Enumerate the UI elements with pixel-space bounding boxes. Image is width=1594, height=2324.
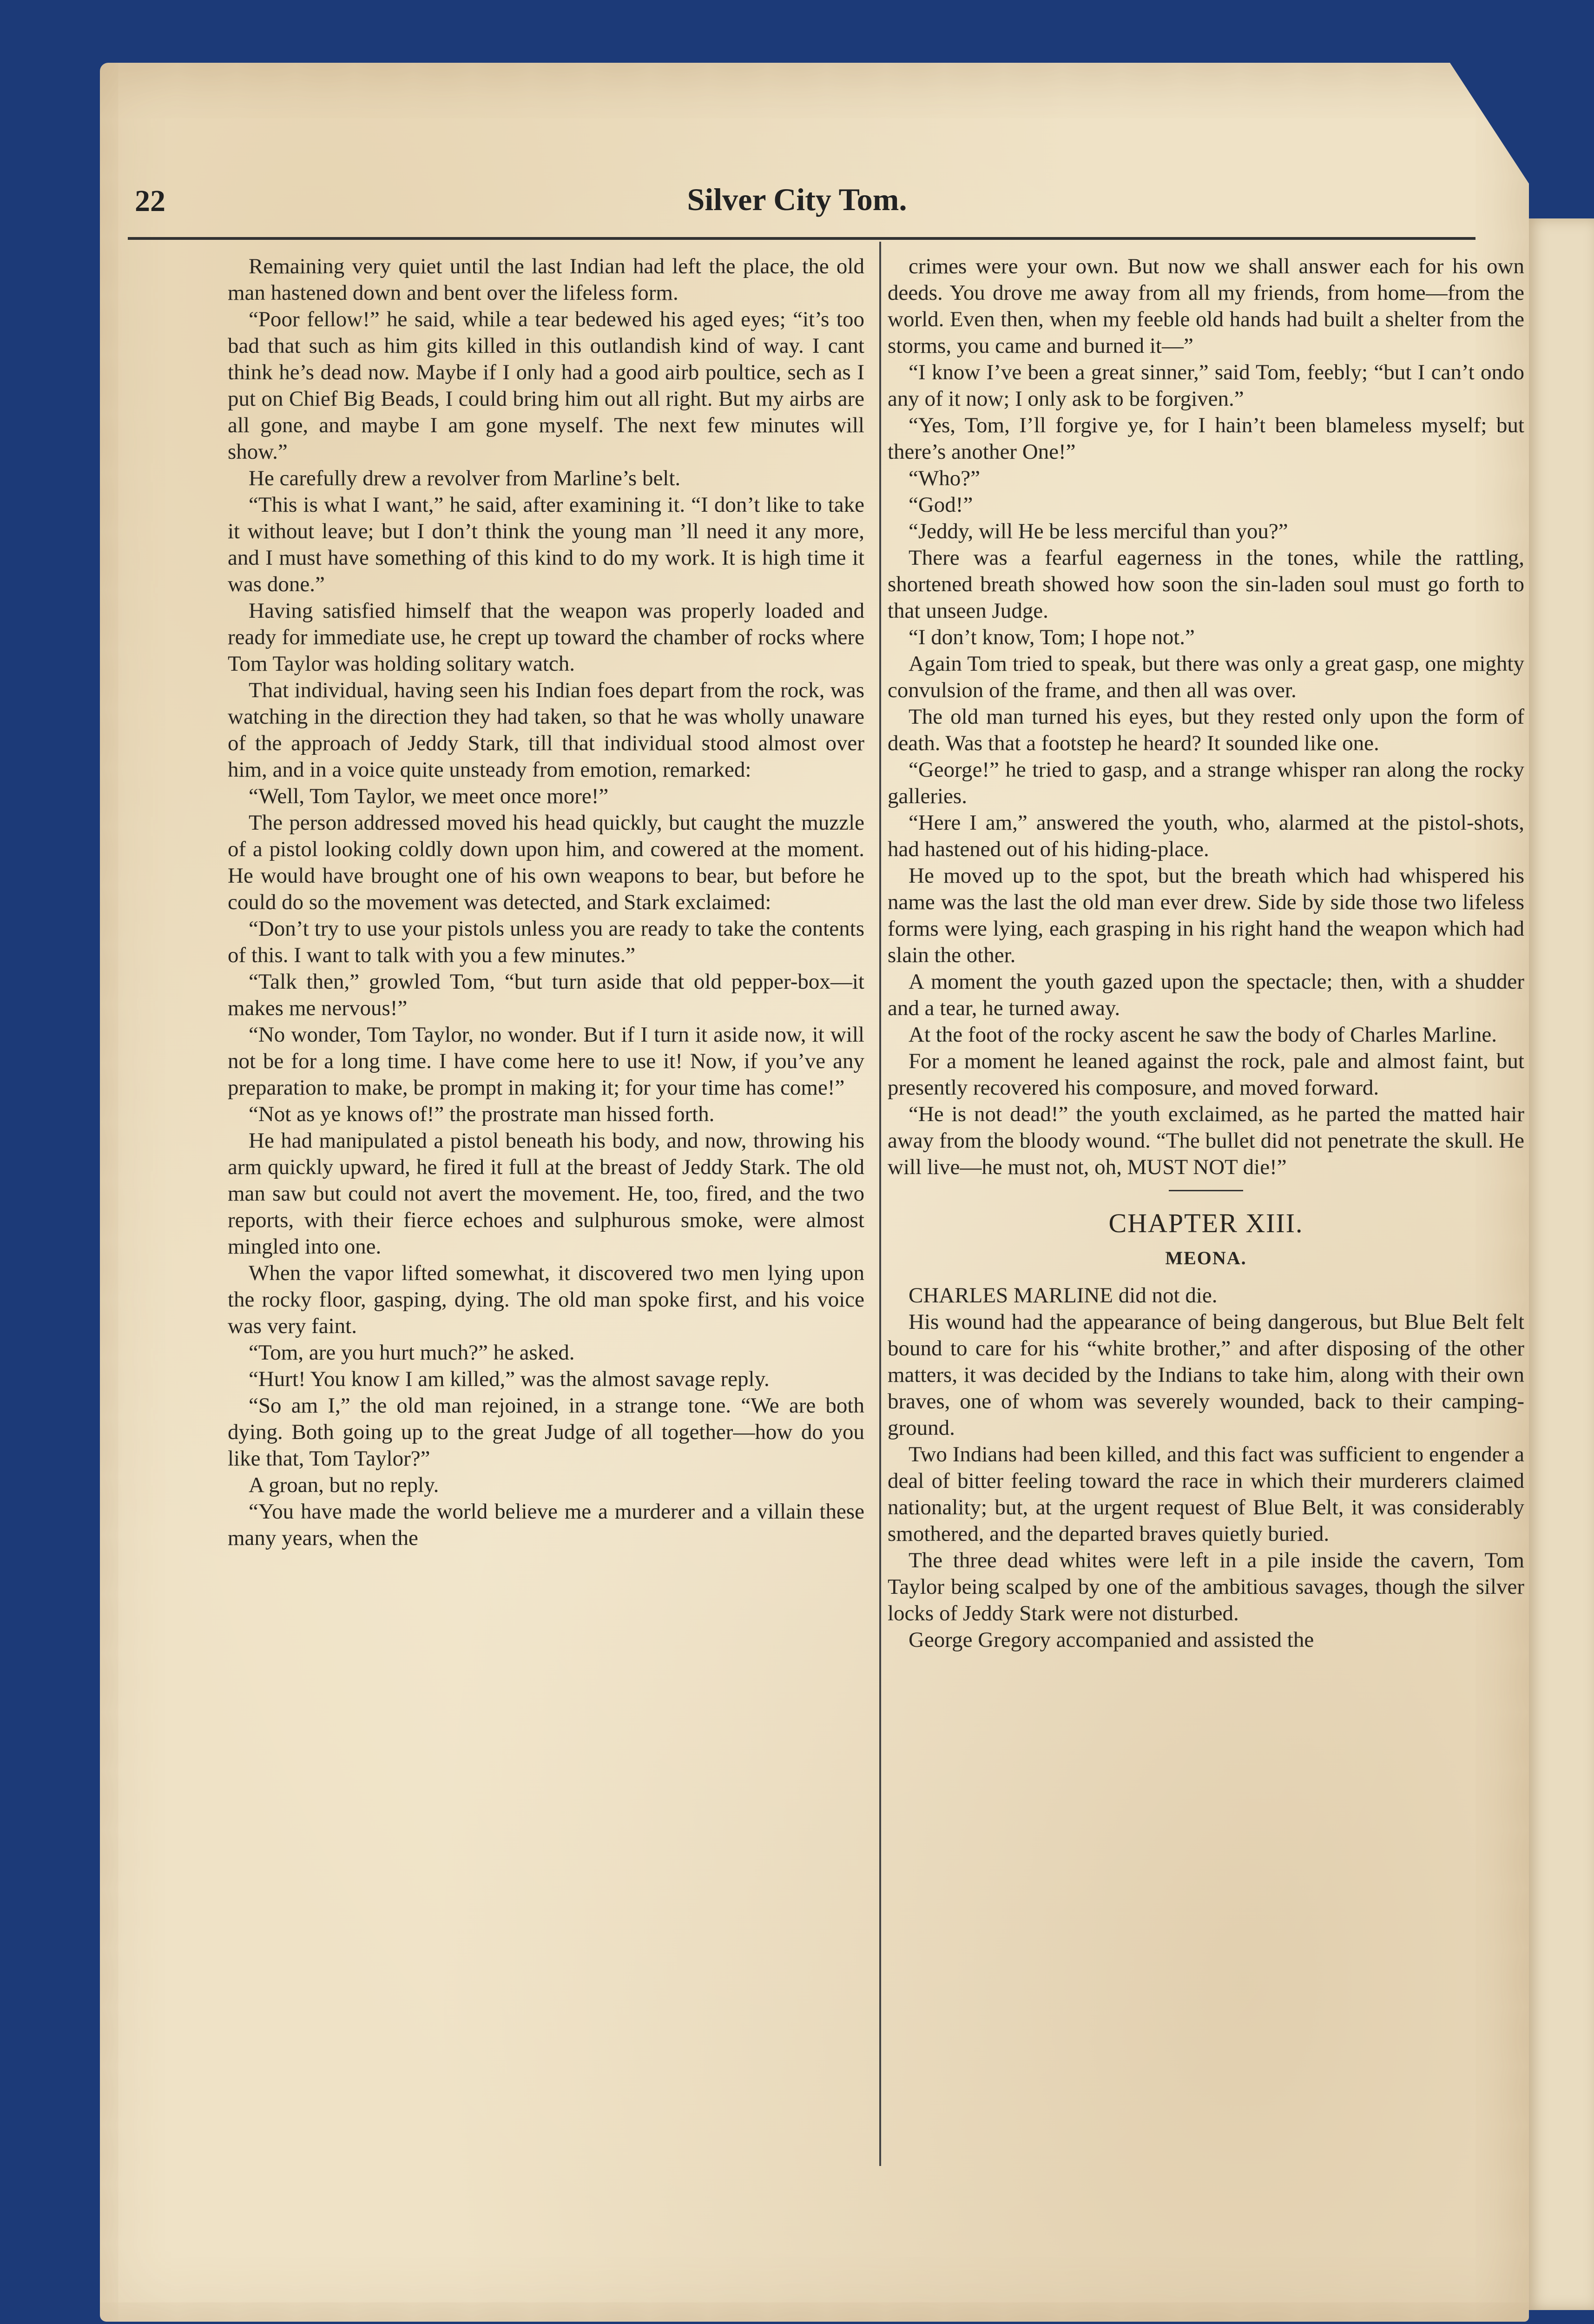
paragraph: For a moment he leaned against the rock, pale and almost faint, but presently recovered his composure, and moved forward. bbox=[888, 1049, 1524, 1100]
paragraph: “Who?” bbox=[909, 466, 980, 490]
paragraph: He carefully drew a revolver from Marline’s belt. bbox=[249, 466, 681, 490]
paragraph: “I know I’ve been a great sinner,” said Tom, feebly; “but I can’t ondo any of it now; I only ask to be forgiven.” bbox=[888, 360, 1524, 411]
paragraph: When the vapor lifted somewhat, it discovered two men lying upon the rocky floor, gasping, dying. The old man spoke first, and his voice was very faint. bbox=[228, 1261, 864, 1338]
paragraph: The person addressed moved his head quickly, but caught the muzzle of a pistol looking coldly down upon him, and cowered at the moment. He would have brought one of his own weapons to bear, but before he could do so the movement was detected, and Stark exclaimed: bbox=[228, 811, 864, 914]
running-title: Silver City Tom. bbox=[687, 182, 907, 217]
paragraph: He had manipulated a pistol beneath his body, and now, throwing his arm quickly upward, he fired it full at the breast of Jeddy Stark. The old man saw but could not avert the movement. He, too, fired, and the two reports, with their fierce echoes and sulphurous smoke, were almost mingled into one. bbox=[228, 1129, 864, 1259]
header-rule bbox=[128, 237, 1475, 240]
paragraph: Having satisfied himself that the weapon was properly loaded and ready for immediate use, he crept up toward the chamber of rocks where Tom Taylor was holding solitary watch. bbox=[228, 599, 864, 676]
paragraph: “Poor fellow!” he said, while a tear bedewed his aged eyes; “it’s too bad that such as him gits killed in this outlandish kind of way. I cant think he’s dead now. Maybe if I only had a good airb poultice, sech as I put on Chief Big Beads, I could bring him out all right. But my airbs are all gone, and maybe I am gone myself. The next few minutes will show.” bbox=[228, 307, 864, 464]
page-number: 22 bbox=[135, 184, 165, 218]
chapter-divider bbox=[1169, 1190, 1243, 1191]
paragraph: “So am I,” the old man rejoined, in a strange tone. “We are both dying. Both going up to the great Judge of all together—how do you like that, Tom Taylor?” bbox=[228, 1393, 864, 1471]
paragraph: “Jeddy, will He be less merciful than you?” bbox=[909, 519, 1288, 543]
paragraph: “Here I am,” answered the youth, who, alarmed at the pistol-shots, had hastened out of his hiding-place. bbox=[888, 811, 1524, 861]
paragraph: A moment the youth gazed upon the spectacle; then, with a shudder and a tear, he turned away. bbox=[888, 970, 1524, 1020]
paragraph: “Well, Tom Taylor, we meet once more!” bbox=[249, 784, 609, 808]
right-column bbox=[888, 253, 1524, 2168]
paragraph: His wound had the appearance of being dangerous, but Blue Belt felt bound to care for his “white brother,” and after disposing of the other matters, it was decided by the Indians to take him, along with their own braves, one of whom was severely wounded, back to their camping-ground. bbox=[888, 1310, 1524, 1440]
paragraph: “Don’t try to use your pistols unless you are ready to take the contents of this. I want to talk with you a few minutes.” bbox=[228, 917, 864, 967]
paragraph: Remaining very quiet until the last Indian had left the place, the old man hastened down and bent over the lifeless form. bbox=[228, 254, 864, 305]
right-column-text-before-chapter bbox=[888, 253, 1524, 1181]
paragraph: “I don’t know, Tom; I hope not.” bbox=[909, 625, 1195, 649]
paragraph: “This is what I want,” he said, after examining it. “I don’t like to take it without leave; but I don’t think the young man ’ll need it any more, and I must have something of this kind to do my work. It is high time it was done.” bbox=[228, 493, 864, 596]
paragraph: “Tom, are you hurt much?” he asked. bbox=[249, 1340, 575, 1365]
paragraph: “Not as ye knows of!” the prostrate man hissed forth. bbox=[249, 1102, 715, 1126]
paragraph: That individual, having seen his Indian foes depart from the rock, was watching in the direction they had taken, so that he was wholly unaware of the approach of Jeddy Stark, till that individual stood almost over him, and in a voice quite unsteady from emotion, remarked: bbox=[228, 678, 864, 782]
chapter-title: CHAPTER XIII. bbox=[1108, 1208, 1304, 1238]
paragraph: He moved up to the spot, but the breath which had whispered his name was the last the old man ever drew. Side by side those two lifeless forms were lying, each grasping in his right hand the weapon which had slain the other. bbox=[888, 864, 1524, 967]
paragraph: “George!” he tried to gasp, and a strange whisper ran along the rocky galleries. bbox=[888, 758, 1524, 808]
paragraph: “He is not dead!” the youth exclaimed, as he parted the matted hair away from the bloody wound. “The bullet did not penetrate the skull. He will live—he must not, oh, MUST NOT die!” bbox=[888, 1102, 1524, 1179]
column-divider bbox=[879, 242, 881, 2166]
paragraph: “God!” bbox=[909, 493, 973, 517]
paragraph: “Yes, Tom, I’ll forgive ye, for I hain’t been blameless myself; but there’s another One!” bbox=[888, 413, 1524, 464]
paragraph: “No wonder, Tom Taylor, no wonder. But if I turn it aside now, it will not be for a long time. I have come here to use it! Now, if you’ve any preparation to make, be prompt in making it; for your time has come!” bbox=[228, 1023, 864, 1100]
paragraph: Two Indians had been killed, and this fact was sufficient to engender a deal of bitter feeling toward the race in which their murderers claimed nationality; but, at the urgent request of Blue Belt, it was considerably smothered, and the departed braves quietly buried. bbox=[888, 1442, 1524, 1546]
paragraph: CHARLES MARLINE did not die. bbox=[909, 1283, 1218, 1307]
paragraph: “Hurt! You know I am killed,” was the almost savage reply. bbox=[249, 1367, 770, 1391]
paragraph: At the foot of the rocky ascent he saw the body of Charles Marline. bbox=[909, 1023, 1497, 1047]
chapter-subtitle: MEONA. bbox=[1165, 1248, 1247, 1268]
adjacent-page-edge bbox=[1529, 218, 1594, 2310]
paragraph: “Talk then,” growled Tom, “but turn aside that old pepper-box—it makes me nervous!” bbox=[228, 970, 864, 1020]
paragraph: crimes were your own. But now we shall answer each for his own deeds. You drove me away from all my friends, from home—from the world. Even then, when my feeble old hands had built a shelter from the storms, you came and burned it—” bbox=[888, 254, 1524, 358]
left-column bbox=[228, 253, 864, 2168]
paragraph: There was a fearful eagerness in the tones, while the rattling, shortened breath showed how soon the sin-laden soul must go forth to that unseen Judge. bbox=[888, 546, 1524, 623]
paragraph: The three dead whites were left in a pile inside the cavern, Tom Taylor being scalped by one of the ambitious savages, though the silver locks of Jeddy Stark were not disturbed. bbox=[888, 1548, 1524, 1625]
paragraph: A groan, but no reply. bbox=[249, 1473, 439, 1497]
torn-corner bbox=[1450, 63, 1529, 184]
paragraph: The old man turned his eyes, but they rested only upon the form of death. Was that a footstep he heard? It sounded like one. bbox=[888, 705, 1524, 755]
paragraph: Again Tom tried to speak, but there was only a great gasp, one mighty convulsion of the frame, and then all was over. bbox=[888, 652, 1524, 702]
paragraph: “You have made the world believe me a murderer and a villain these many years, when the bbox=[228, 1499, 864, 1550]
paragraph: George Gregory accompanied and assisted the bbox=[909, 1628, 1314, 1652]
right-column-text-after-chapter bbox=[888, 1282, 1524, 1653]
